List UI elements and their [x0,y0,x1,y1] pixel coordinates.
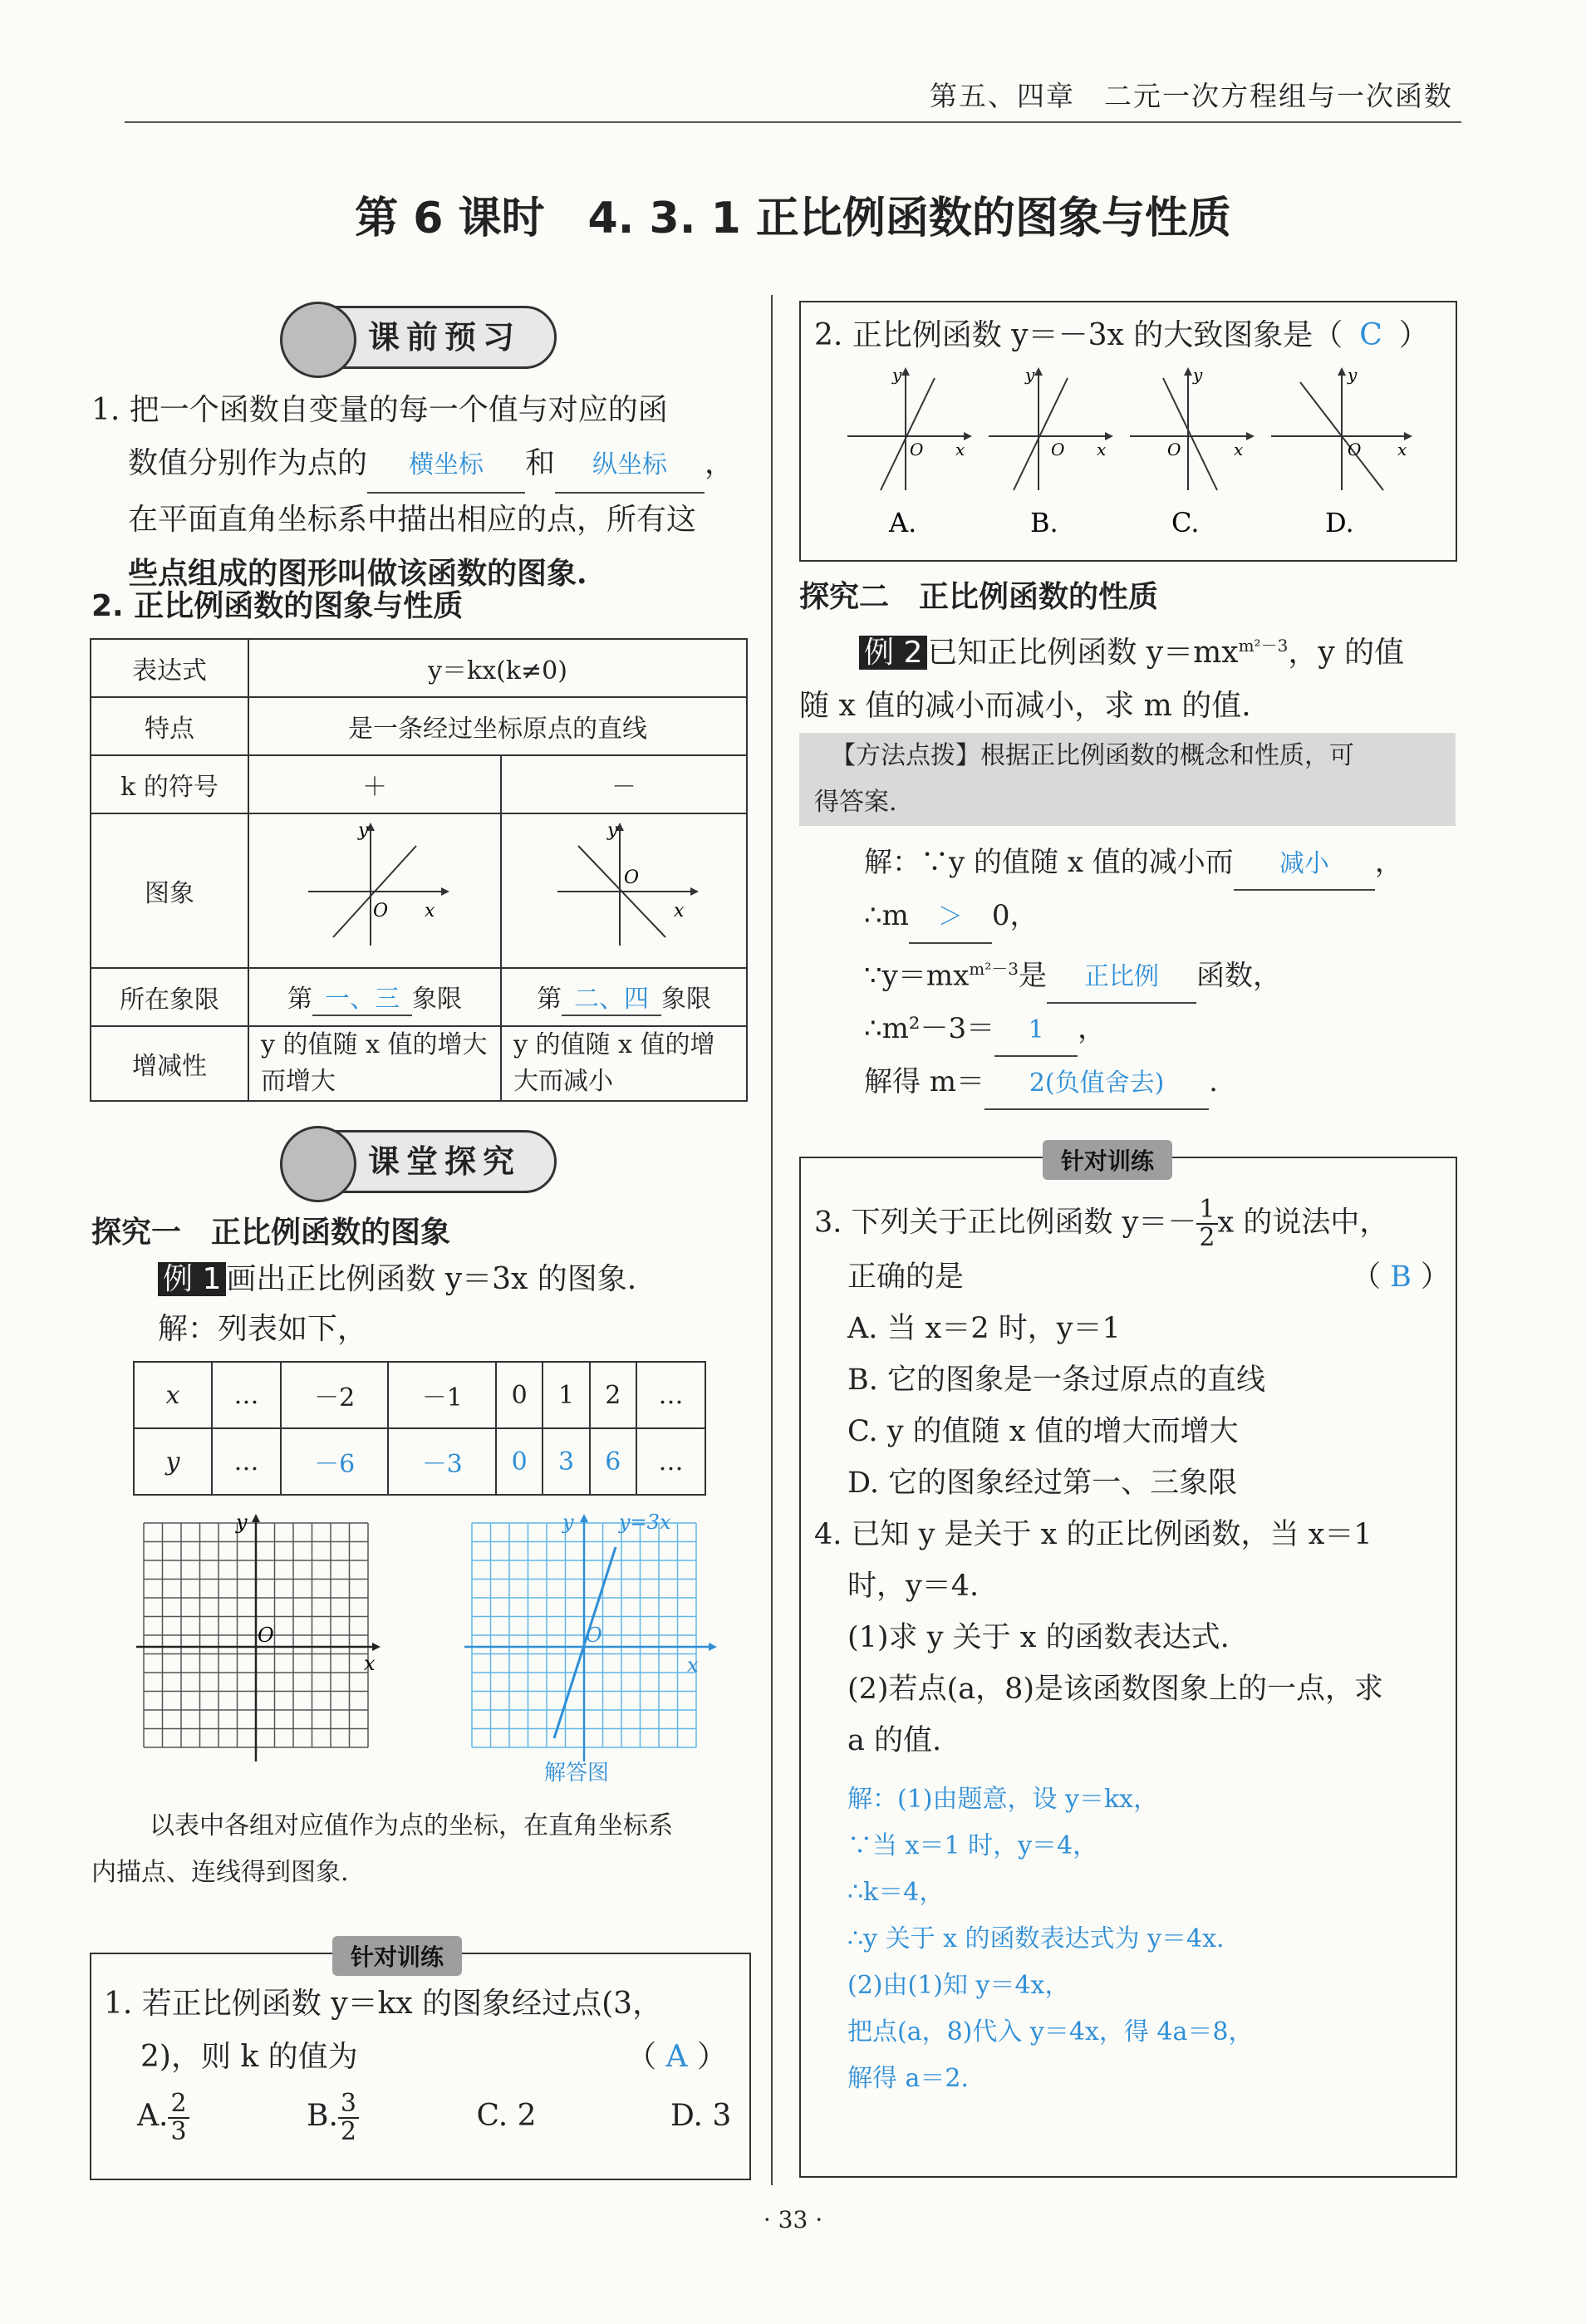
q4-sol-line: ∴y 关于 x 的函数表达式为 y＝4x. [847,1924,1225,1953]
blank-proportional: 正比例 [1047,951,1196,1004]
x-cell: 0 [496,1362,543,1428]
example1: 例 1 画出正比例函数 y＝3x 的图象. [158,1253,636,1306]
sign-negative: － [501,755,747,813]
negative-slope-graph [549,821,699,954]
value-table [133,1361,706,1496]
y-cell: 3 [543,1428,589,1495]
sign-positive: ＋ [248,755,501,813]
value-table-y-label: y [134,1428,212,1495]
example2-line2: 随 x 值的减小而减小，求 m 的值. [799,689,1251,723]
row-feature-value: 是一条经过坐标原点的直线 [248,697,747,755]
svg-text:x: x [1234,440,1244,459]
explore2-heading: 探究二 正比例函数的性质 [799,580,1159,614]
blank-m-value: 2(负值舍去) [984,1058,1209,1110]
q2-question: 2. 正比例函数 y＝－3x 的大致图象是（ C ） [814,318,1429,352]
sol-step3: $\because y=mx^{m^2-3}$是 正比例 函数， [864,944,1454,1004]
axis-origin: O [624,867,640,888]
quadrant-negative: 第 二、四 象限 [501,968,747,1026]
positive-slope-graph [300,821,449,954]
empty-grid [133,1512,382,1761]
svg-text:y: y [1348,366,1358,385]
y-cell: －6 [281,1428,389,1495]
sol-step5: 解得 m＝ 2(负值舍去) . [864,1057,1454,1110]
location-pin-icon [280,302,356,378]
q1-line4: 些点组成的图形叫做该函数的图象. [128,556,587,591]
option-a: A. $\frac{2}{3}$ [137,2099,189,2133]
axis-x: x [364,1652,376,1675]
properties-table [90,638,748,1102]
q3-stem2: 正确的是 （ B ） [847,1260,1450,1294]
q1-answer: A [665,2040,688,2074]
method-line2: 得答案. [814,788,897,817]
option-graph-a [847,366,972,538]
q4-sol-line: ∴k＝4， [847,1878,945,1907]
conclusion [91,1803,756,1896]
graph-positive [248,813,501,968]
q4-sol-line: 把点(a，8)代入 y＝4x，得 4a＝8， [847,2017,1254,2046]
axis-origin: O [258,1624,274,1647]
preview-q1 [91,384,756,600]
method-tip [799,733,1456,826]
y-cell: 6 [590,1428,636,1495]
option-label-b: B. [1030,507,1058,538]
q3-option-d: D. 它的图象经过第一、三象限 [847,1467,1238,1500]
q4-stem: 4. 已知 y 是关于 x 的正比例函数，当 x＝1 [814,1518,1372,1551]
blank-x-coord: 横坐标 [367,439,525,494]
svg-text:y: y [1193,366,1203,385]
page-number: · 33 · [763,2206,823,2233]
method-line1: 【方法点拨】根据正比例函数的概念和性质，可 [831,741,1354,770]
axis-x: x [425,901,435,921]
x-cell: 1 [543,1362,589,1428]
training2-label: 针对训练 [1043,1140,1172,1180]
axis-x: x [687,1653,699,1677]
y-cell: 0 [496,1428,543,1495]
q1-line2: 数值分别作为点的 横坐标 和 纵坐标 ， [91,437,756,494]
classroom-banner: 课堂探究 [282,1130,557,1193]
q3-option-c: C. y 的值随 x 值的增大而增大 [847,1415,1239,1448]
line-label: y=3x [619,1512,671,1534]
svg-text:O: O [1348,440,1362,459]
example2-tag: 例 2 [859,636,927,670]
row-feature-label: 特点 [91,697,248,755]
graph-caption: 解答图 [544,1761,610,1786]
blank-one: 1 [994,1005,1078,1057]
axis-origin: O [586,1624,602,1647]
q4-sol-line: 解得 a＝2. [847,2064,970,2093]
example1-solution-intro: 解：列表如下， [158,1312,368,1346]
axis-y: y [358,821,369,841]
conclusion-line2: 内描点、连线得到图象. [91,1858,349,1887]
q4-sol-line: 解：(1)由题意，设 y＝kx， [847,1785,1159,1814]
column-divider [771,295,773,2185]
example2: 例 2 已知正比例函数 $y=mx^{m^2-3}$，y 的值 随 x 值的减小而减小，求 m 的值. [799,619,1456,733]
axis-y: y [607,821,618,841]
svg-text:y: y [892,366,902,385]
blank-quadrant-pos: 一、三 [312,978,412,1016]
training1-q1 [104,1978,744,2084]
svg-text:y: y [1025,366,1035,385]
conclusion-line1: 以表中各组对应值作为点的坐标，在直角坐标系 [150,1811,673,1840]
option-graph-d [1271,366,1412,538]
row-expression-label: 表达式 [91,639,248,697]
option-graph-c [1130,366,1255,538]
y-cell: －3 [388,1428,496,1495]
q4-solution [847,1776,1446,2102]
preview-q2: 2. 正比例函数的图象与性质 [91,589,464,623]
training2-q3 [814,1196,1450,1766]
option-b: B. $\frac{3}{2}$ [307,2099,359,2133]
q3-answer: B [1390,1260,1412,1294]
q4-part2: (2)若点(a，8)是该函数图象上的一点，求 [847,1673,1384,1706]
monotonic-positive: y 的值随 x 值的增大而增大 [248,1026,501,1101]
value-table-x-label: x [134,1362,212,1428]
blank-y-coord: 纵坐标 [555,439,705,494]
graph-negative [501,813,747,968]
sol-step1: 解：∵y 的值随 x 值的减小而 减小 ， [864,838,1454,891]
blank-gt: ＞ [909,892,992,944]
q4-part1: (1)求 y 关于 x 的函数表达式. [847,1621,1230,1654]
q4-sol-line: ∵当 x＝1 时，y＝4， [847,1831,1098,1860]
y-cell: … [636,1428,705,1495]
quadrant-positive: 第 一、三 象限 [248,968,501,1026]
svg-text:O: O [1051,440,1065,459]
svg-text:x: x [955,440,965,459]
row-monotonic-label: 增减性 [91,1026,248,1101]
option-graph-b [989,366,1113,538]
q4-part2b: a 的值. [847,1724,942,1757]
svg-text:x: x [1097,440,1107,459]
sol-step4: ∴m²－3＝ 1 ， [864,1004,1454,1057]
q2-answer: C [1359,318,1382,352]
q2-options-graphs [839,366,1421,540]
training1-label: 针对训练 [332,1936,462,1976]
row-graph-label: 图象 [91,813,248,968]
q3-option-a: A. 当 x＝2 时，y＝1 [847,1312,1121,1345]
option-c: C. 2 [476,2099,537,2133]
axis-x: x [674,901,685,921]
training1-options [137,2090,735,2145]
header-rule [125,121,1461,123]
x-cell: … [636,1362,705,1428]
blank-quadrant-neg: 二、四 [562,978,661,1016]
option-label-d: D. [1325,507,1354,538]
q3-stem: 3. 下列关于正比例函数 y＝－ $\frac{1}{2}$ x 的说法中， [814,1195,1389,1252]
q1-text-a: 1. 若正比例函数 y＝kx 的图象经过点(3， [104,1987,663,2021]
x-cell: 2 [590,1362,636,1428]
example1-tag: 例 1 [158,1262,226,1296]
preview-banner: 课前预习 [282,306,557,369]
axis-origin: O [373,901,389,921]
row-expression-value: y＝kx(k≠0) [248,639,747,697]
chapter-header: 第五、四章 二元一次方程组与一次函数 [930,80,1453,112]
option-label-a: A. [889,507,917,538]
svg-text:O: O [910,440,924,459]
row-quadrant-label: 所在象限 [91,968,248,1026]
q1-text-b: 2)，则 k 的值为 （ A ） [140,2040,727,2074]
x-cell: －1 [388,1362,496,1428]
sol-step2: ∴m ＞ 0， [864,891,1454,944]
x-cell: －2 [281,1362,389,1428]
y-cell: … [212,1428,281,1495]
q4-stem2: 时，y＝4. [847,1570,980,1603]
axis-y: y [562,1512,574,1534]
svg-text:x: x [1397,440,1407,459]
blank-decrease: 减小 [1234,838,1375,891]
option-label-c: C. [1171,507,1200,538]
answer-grid [461,1512,735,1786]
row-sign-label: k 的符号 [91,755,248,813]
magnifier-icon [280,1126,356,1202]
explore1-heading: 探究一 正比例函数的图象 [91,1216,451,1250]
axis-y: y [236,1512,248,1534]
q3-option-b: B. 它的图象是一条过原点的直线 [847,1363,1265,1397]
svg-text:O: O [1167,440,1181,459]
q4-sol-line: (2)由(1)知 y＝4x， [847,1971,1070,2000]
example2-solution [864,838,1454,1110]
q1-line1: 1. 把一个函数自变量的每一个值与对应的函 [91,393,668,427]
page-title: 第 6 课时 4. 3. 1 正比例函数的图象与性质 [355,194,1231,243]
monotonic-negative: y 的值随 x 值的增大而减小 [501,1026,747,1101]
option-d: D. 3 [670,2099,732,2133]
q1-line3: 在平面直角坐标系中描出相应的点，所有这 [128,503,697,537]
x-cell: … [212,1362,281,1428]
